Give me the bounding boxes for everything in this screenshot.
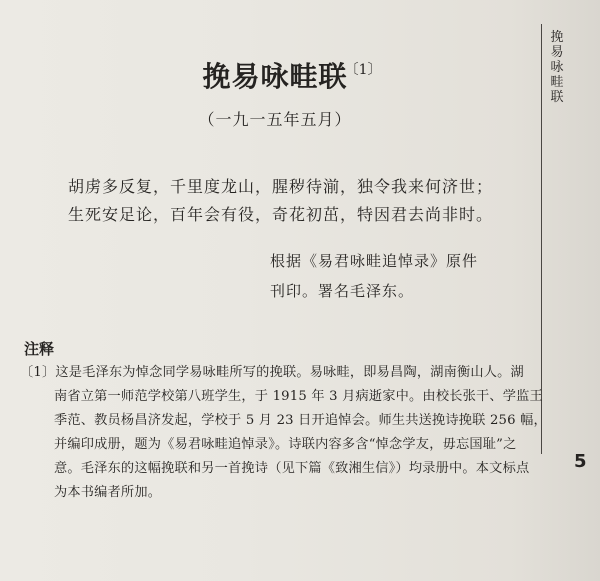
page-number: 5 bbox=[574, 451, 587, 472]
title-block bbox=[125, 55, 425, 130]
couplet-line-2: 生死安足论，百年会有役，奇花初茁，特因君去尚非时。 bbox=[68, 205, 494, 224]
note-line-6: 为本书编者所加。 bbox=[54, 485, 162, 500]
page-title: 挽易咏畦联 bbox=[202, 60, 348, 93]
date-subtitle: （一九一五年五月） bbox=[198, 110, 352, 129]
note-line-2: 南省立第一师范学校第八班学生，于 1915 年 3 月病逝家中。由校长张干、学监王 bbox=[54, 389, 543, 404]
couplet-text bbox=[68, 173, 508, 229]
couplet-line-1: 胡虏多反复，千里度龙山，腥秽待湔，独令我来何济世； bbox=[68, 177, 494, 196]
source-note bbox=[270, 246, 520, 306]
note-line-5: 意。毛泽东的这幅挽联和另一首挽诗（见下篇《致湘生信》）均录册中。本文标点 bbox=[54, 461, 530, 476]
notes-heading: 注释 bbox=[24, 340, 55, 358]
source-note-line-1: 根据《易君咏畦追悼录》原件 bbox=[270, 252, 479, 270]
note-line-4: 并编印成册，题为《易君咏畦追悼录》。诗联内容多含“悼念学友，毋忘国耻”之 bbox=[54, 437, 517, 452]
source-note-line-2: 刊印。署名毛泽东。 bbox=[270, 282, 415, 300]
note-line-3: 季范、教员杨昌济发起，学校于 5 月 23 日开追悼会。师生共送挽诗挽联 256 幅， bbox=[54, 413, 547, 428]
note-line-1: 〔1〕这是毛泽东为悼念同学易咏畦所写的挽联。易咏畦，即易昌陶，湖南衡山人。湖 bbox=[20, 365, 524, 380]
running-head: 挽易咏畦联 bbox=[550, 30, 564, 105]
title-row bbox=[202, 55, 382, 95]
footnote-reference: 〔1〕 bbox=[344, 62, 382, 78]
notes-body bbox=[20, 361, 550, 505]
